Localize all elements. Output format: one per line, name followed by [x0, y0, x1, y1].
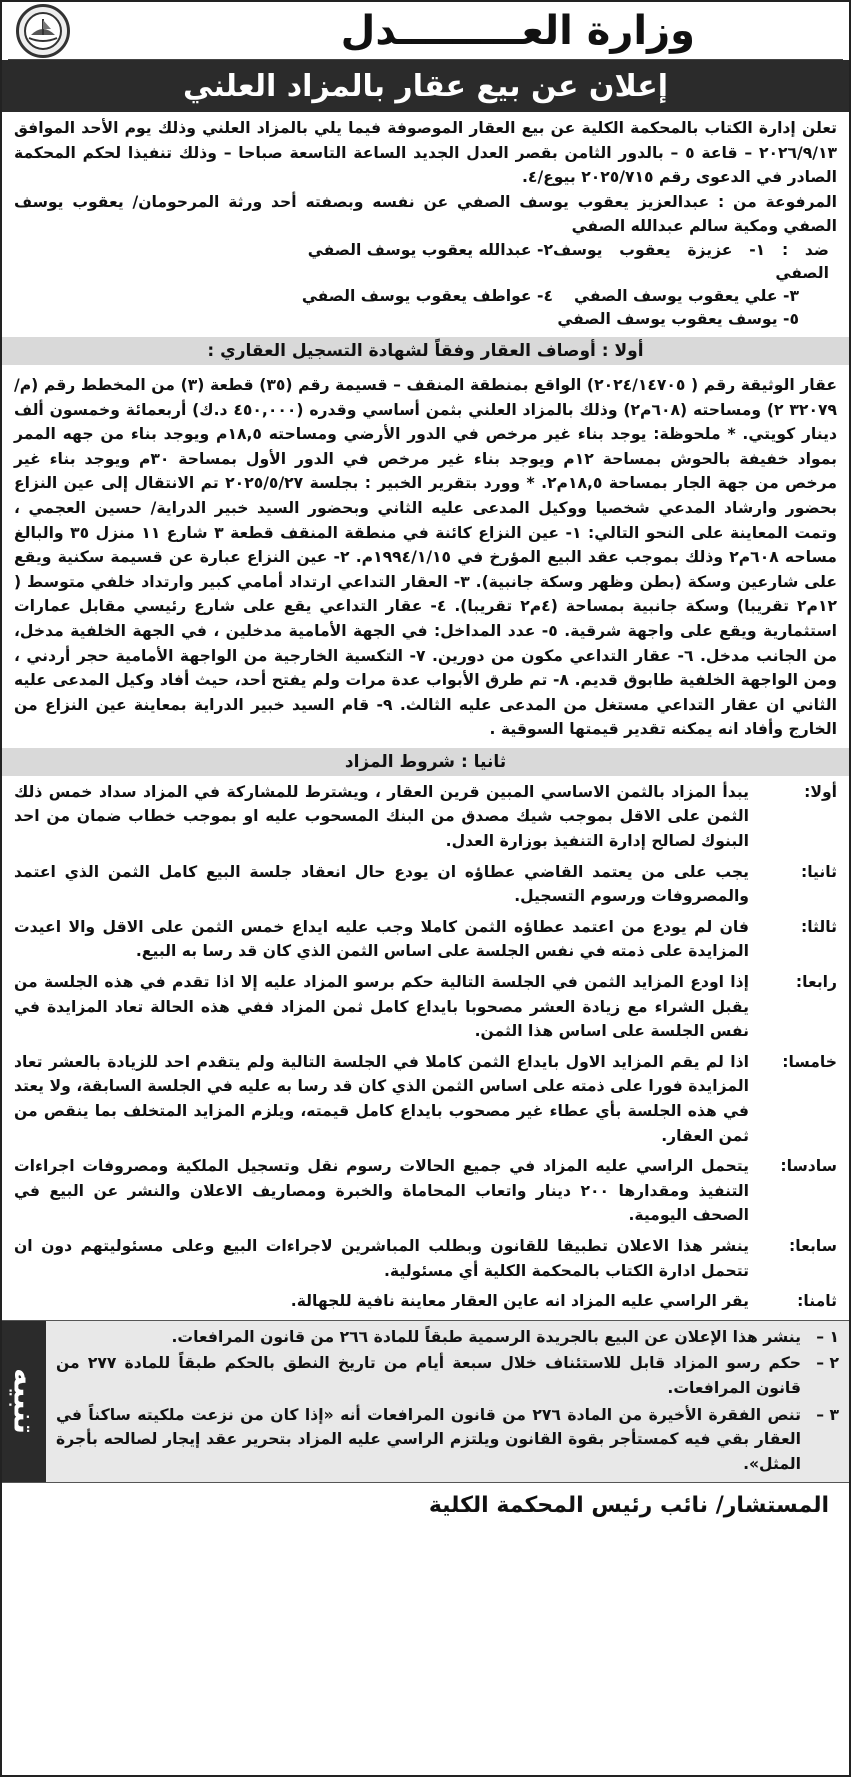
note-number: ٢ – [816, 1354, 839, 1373]
condition-text: يجب على من يعتمد القاضي عطاؤه ان يودع حال انعقاد جلسة البيع كامل الثمن الذي اعتمد والمصروفات ورسوم التسجيل. [14, 862, 749, 906]
condition-item [8, 1234, 843, 1283]
section-property-title: أولا : أوصاف العقار وفقاً لشهادة التسجيل العقاري : [2, 337, 849, 365]
announcement-body [8, 112, 843, 331]
condition-label: ثالثا: [800, 917, 837, 936]
note-text: حكم رسو المزاد قابل للاستئناف خلال سبعة أيام من تاريخ النطق بالحكم طبقاً للمادة ٢٧٧ من قانون المرافعات. [56, 1354, 801, 1397]
property-description: عقار الوثيقة رقم ( ٢٠٢٤/١٤٧٠٥) الواقع بمنطقة المنقف – قسيمة رقم (٣٥) قطعة (٣) من المخطط رقم (م/ ٣٢٠٧٩ ٢) ومساحته (٦٠٨م٢) وذلك بالمزاد العلني بثمن أساسي وقدره (٤٥٠,٠٠٠ د.ك) أربعمائة وخمسون ألف دينار كويتي. * ملحوظة: يوجد بناء غير مرخص في الدور الأرضي ومساحته ١٨,٥م ويوجد بناء من جهه الممر بمواد خفيفة بالحوش بمساحة ١٢م ويوجد بناء غير مرخص في الدور الأول بمساحة ٣٠م ويوجد بناء غير مرخص من جهة الجار بمساحة ١٨,٥م٢. * وورد بتقرير الخبير : بجلسة ٢٠٢٥/٥/٢٧ تم الانتقال إلى عين النزاع بحضور وارشاد المدعي شخصيا ووكيل المدعى عليه الثاني وبحضور السيد خبير الدراية/ حسين العجمي ، وتمت المعاينة على النحو التالي: ١- عين النزاع كائنة في منطقة المنقف قطعة ٣ شارع ١١ منزل ٣٥ والبالغ مساحه ٦٠٨م٢ وذلك بموجب عقد البيع المؤرخ في ١٩٩٤/١/١٥م. ٢- عين النزاع عبارة عن قسيمة سكنية ويقع على شارعين وسكة (بطن وظهر وسكة جانبية). ٣- العقار التداعي ارتداد أمامي كبير وارتداد خلفي متوسط ( ١٢م٢ تقريبا) وسكة جانبية بمساحة (٤م٢ تقريبا). ٤- عقار التداعي يقع على شارع رئيسي مقابل عمارات استثمارية ويقع على واجهة شرقية. ٥- عدد المداخل: في الجهة الأمامية مدخلين ، في الجهة الخلفية مدخل، من الجانب مدخل. ٦- عقار التداعي مكون من دورين. ٧- التكسية الخارجية من الواجهة الأمامية حجر أردني ، ومن الواجهة الخلفية طابوق قديم. ٨- تم طرق الأبواب عدة مرات ولم يفتح أحد، حيث أفاد وكيل المدعى عليه الثاني ان عقار التداعي مستغل من المدعى عليه الثالث. ٩- قام السيد خبير الدراية بمعاينة عين النزاع من الخارج وأفاد انه يمكنه تقدير قيمتها السوقية . [14, 375, 838, 739]
note-number: ١ – [816, 1327, 839, 1346]
condition-text: اذا لم يقم المزايد الاول بايداع الثمن كاملا في الجلسة التالية ولم يتقدم احد للزيادة بالعشر تعاد المزايدة فورا على ذمته على اساس الثمن الذي كان قد رسا به عليه في الجلسة السابقة، ولا يعتد في هذه الجلسة بأي عطاء غير مصحوب بايداع كامل قيمته، ويلزم المزايد المتخلف بما ينقص من ثمن العقار. [14, 1052, 749, 1145]
condition-item [8, 1154, 843, 1228]
condition-text: ينشر هذا الاعلان تطبيقا للقانون وبطلب المباشرين لاجراءات البيع وعلى مسئوليتهم دون ان تتحمل ادارة الكتاب بالمحكمة الكلية أي مسئولية. [14, 1236, 749, 1280]
note-text: تنص الفقرة الأخيرة من المادة ٢٧٦ من قانون المرافعات أنه «إذا كان من نزعت ملكيته ساكناً في العقار بقي فيه كمستأجر بقوة القانون ويلتزم الراسي عليه المزاد بتحرير عقد إيجار لصالحه بأجرة المثل». [56, 1405, 801, 1473]
announcement-title: إعلان عن بيع عقار بالمزاد العلني [2, 60, 849, 112]
defendant-1: ضد : ١- عزيزة يعقوب يوسف الصفي [553, 240, 829, 282]
defendant-4: ٤- عواطف يعقوب يوسف الصفي [301, 286, 553, 305]
defendant-3: ٣- علي يعقوب يوسف الصفي [574, 286, 799, 305]
condition-label: خامسا: [782, 1052, 837, 1071]
note-item [56, 1325, 839, 1350]
condition-label: أولا: [804, 782, 837, 801]
condition-label: رابعا: [795, 973, 837, 992]
defendant-5: ٥- يوسف يعقوب يوسف الصفي [557, 309, 799, 328]
conditions-list [8, 780, 843, 1314]
condition-item [8, 915, 843, 964]
condition-text: يبدأ المزاد بالثمن الاساسي المبين قرين العقار ، ويشترط للمشاركة في المزاد سداد خمس ذلك الثمن على الاقل بموجب شيك مصدق من البنك المسحوب عليه او بموجب خطاب ضمان من احد البنوك لصالح إدارة التنفيذ بوزارة العدل. [14, 782, 749, 851]
note-number: ٣ – [816, 1405, 839, 1424]
condition-item [8, 1289, 843, 1314]
signature: المستشار/ نائب رئيس المحكمة الكلية [428, 1493, 829, 1519]
condition-label: سادسا: [780, 1157, 837, 1176]
condition-label: ثامنا: [797, 1292, 837, 1311]
condition-text: يقر الراسي عليه المزاد انه عاين العقار معاينة نافية للجهالة. [290, 1292, 749, 1311]
notes-tag: تنبيه [2, 1321, 46, 1483]
condition-item [8, 860, 843, 909]
condition-item [8, 1050, 843, 1148]
notes-box [2, 1320, 849, 1484]
condition-text: إذا اودع المزايد الثمن في الجلسة التالية حكم برسو المزاد عليه إلا اذا تقدم في هذه الجلسة من يقبل الشراء مع زيادة العشر مصحوبا بايداع كامل ثمن المزاد ففي هذه الحالة تعاد المزايدة في نفس الجلسة على اساس هذا الثمن. [14, 973, 749, 1041]
condition-label: ثانيا: [800, 862, 837, 881]
intro-paragraph: تعلن إدارة الكتاب بالمحكمة الكلية عن بيع العقار الموصوفة فيما يلي بالمزاد العلني وذلك يوم الأحد الموافق ٢٠٢٦/٩/١٣ – قاعة ٥ – بالدور الثامن بقصر العدل الجديد الساعة التاسعة صباحا – وذلك تنفيذا لحكم المحكمة الصادر في الدعوى رقم ٢٠٢٥/٧١٥ بيوع/٤. [14, 119, 837, 187]
note-item [56, 1351, 839, 1400]
condition-item [8, 780, 843, 854]
defendant-2: ٢- عبدالله يعقوب يوسف الصفي [307, 240, 553, 259]
header [8, 2, 843, 60]
ministry-name: وزارة العـــــــــدل [340, 7, 695, 54]
property-section [8, 369, 843, 742]
condition-text: يتحمل الراسي عليه المزاد في جميع الحالات رسوم نقل وتسجيل الملكية ومصروفات اجراءات التنفيذ ومقدارها ٢٠٠ دينار واتعاب المحاماة والخبرة ومصاريف الاعلان والنشر عن البيع في الصحف اليومية. [14, 1157, 750, 1225]
plaintiff-paragraph: المرفوعة من : عبدالعزيز يعقوب يوسف الصفي عن نفسه وبصفته أحد ورثة المرحومان/ يعقوب يوسف الصفي ومكية سالم عبدالله الصفي [14, 192, 837, 236]
defendants-list [277, 239, 837, 331]
condition-label: سابعا: [789, 1236, 837, 1255]
kuwait-emblem-icon [16, 4, 70, 58]
note-text: ينشر هذا الإعلان عن البيع بالجريدة الرسمية طبقاً للمادة ٢٦٦ من قانون المرافعات. [171, 1327, 801, 1346]
notes-list [46, 1321, 849, 1483]
section-conditions-title: ثانيا : شروط المزاد [2, 748, 849, 776]
note-item [56, 1403, 839, 1477]
condition-text: فان لم يودع من اعتمد عطاؤه الثمن كاملا وجب عليه ايداع خمس الثمن على الاقل والا اعيدت المزايدة على ذمته في نفس الجلسة على اساس الثمن الذي كان قد رسا به البيع. [14, 917, 749, 961]
condition-item [8, 970, 843, 1044]
